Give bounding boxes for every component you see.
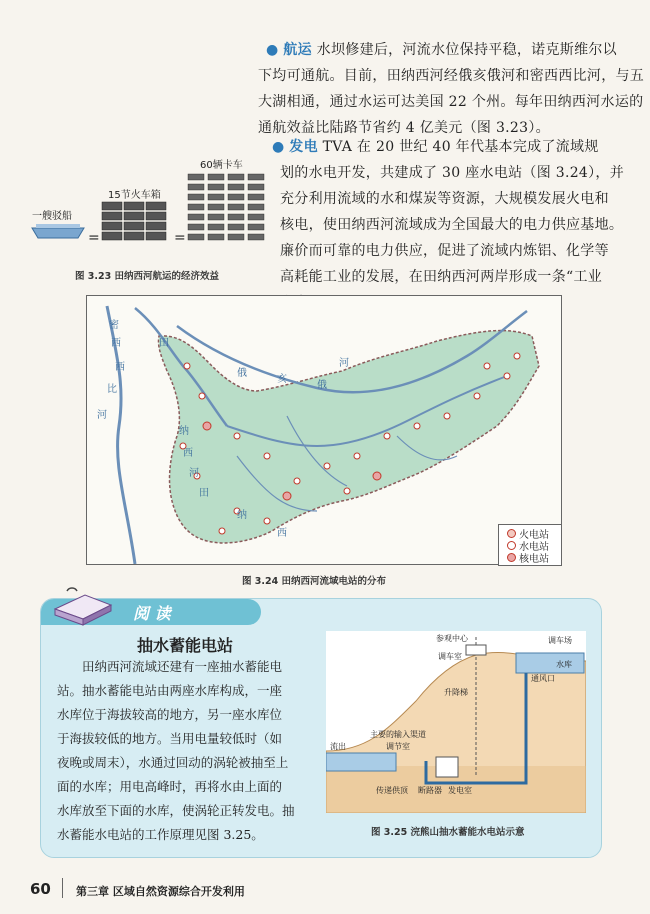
reading-line: 站。抽水蓄能电站由两座水库构成，一座 bbox=[57, 683, 283, 698]
train-label: 15节火车箱 bbox=[108, 190, 161, 201]
label-switchyard: 调车场 bbox=[548, 636, 572, 645]
bullet-icon: ● bbox=[266, 42, 279, 58]
reading-line: 于海拔较低的地方。当用电量较低时（如 bbox=[57, 731, 283, 746]
generator-hall bbox=[436, 757, 458, 777]
figure-3-24-map bbox=[86, 295, 562, 565]
power-line-3: 充分利用流域的水和煤炭等资源，大规模发展火电和 bbox=[280, 191, 609, 207]
legend-nuclear: 核电站 bbox=[519, 554, 549, 565]
river-label: 纳 bbox=[179, 426, 189, 437]
hydro-station-icon bbox=[507, 541, 516, 550]
river-label: 西 bbox=[111, 338, 121, 349]
book-icon bbox=[49, 585, 119, 629]
navigation-text: 水坝修建后，河流水位保持平稳，诺克斯维尔以 bbox=[316, 42, 617, 58]
reading-line: 水库放至下面的水库，使涡轮正转发电。抽 bbox=[57, 803, 295, 818]
navigation-line-2: 下均可通航。目前，田纳西河经俄亥俄河和密西西比河，与五 bbox=[258, 68, 645, 84]
river-label: 密 bbox=[109, 320, 119, 331]
equals-sign-1: = bbox=[88, 230, 100, 246]
label-vent: 通风口 bbox=[531, 674, 555, 683]
navigation-line-3: 大湖相通，通过水运可达美国 22 个州。每年田纳西河水运的 bbox=[258, 94, 644, 110]
legend-hydro: 水电站 bbox=[519, 542, 549, 553]
power-line-2: 划的水电开发，共建成了 30 座水电站（图 3.24），并 bbox=[280, 165, 625, 181]
navigation-line-4: 通航效益比陆路节省约 4 亿美元（图 3.23）。 bbox=[258, 120, 550, 136]
nuclear-station-icon bbox=[507, 553, 516, 562]
figure-3-24-caption: 图 3.24 田纳西河流域电站的分布 bbox=[242, 576, 387, 587]
river-label: 西 bbox=[277, 528, 287, 539]
visitor-building bbox=[466, 645, 486, 655]
label-dispatch-room: 调车室 bbox=[438, 652, 462, 661]
river-label: 河 bbox=[339, 358, 349, 369]
reading-line: 田纳西河流域还建有一座抽水蓄能电 bbox=[82, 659, 283, 674]
river-label: 田 bbox=[159, 338, 169, 349]
reading-line: 水蓄能水电站的工作原理见图 3.25。 bbox=[57, 827, 264, 842]
power-line-6: 高耗能工业的发展，在田纳西河两岸形成一条“工业 bbox=[280, 269, 603, 285]
label-breaker: 断路器 bbox=[418, 786, 442, 795]
trucks-icon bbox=[186, 172, 268, 252]
label-visitor-center: 参观中心 bbox=[436, 634, 468, 643]
label-main-channel: 主要的输入渠道 bbox=[370, 730, 426, 739]
river-label: 俄 bbox=[237, 368, 247, 379]
power-line-5: 廉价而可靠的电力供应，促进了流域内炼铝、化学等 bbox=[280, 243, 609, 259]
reading-line: 夜晚或周末），水通过回动的涡轮被抽至上 bbox=[57, 755, 289, 770]
footer-divider bbox=[62, 878, 63, 898]
trucks-label: 60辆卡车 bbox=[200, 160, 243, 171]
upper-reservoir bbox=[516, 653, 584, 673]
river-label: 俄 bbox=[317, 380, 327, 391]
river-label: 纳 bbox=[237, 510, 247, 521]
ship-label: 一艘驳船 bbox=[32, 211, 72, 222]
thermal-station-icon bbox=[507, 529, 516, 538]
train-cars-icon bbox=[100, 200, 170, 250]
figure-3-25 bbox=[326, 631, 586, 813]
label-cable: 传递供顶 bbox=[376, 786, 408, 795]
reading-title: 抽水蓄能电站 bbox=[137, 636, 234, 655]
page-number: 60 bbox=[30, 880, 51, 898]
reading-text bbox=[57, 655, 333, 847]
river-label: 西 bbox=[183, 448, 193, 459]
label-reservoir: 水库 bbox=[556, 660, 572, 669]
river-label: 比 bbox=[107, 384, 117, 395]
river-label: 河 bbox=[189, 468, 199, 479]
legend-thermal: 火电站 bbox=[519, 530, 549, 541]
barge-icon bbox=[28, 220, 88, 242]
river-label: 亥 bbox=[277, 374, 287, 385]
river-label: 田 bbox=[199, 488, 209, 499]
label-lift: 升降梯 bbox=[444, 688, 468, 697]
river-label: 西 bbox=[115, 362, 125, 373]
label-outflow: 流出 bbox=[330, 742, 346, 751]
reading-tag: 阅 读 bbox=[133, 604, 171, 623]
equals-sign-2: = bbox=[174, 230, 186, 246]
river-label: 河 bbox=[97, 410, 107, 421]
power-line-4: 核电，使田纳西河流域成为全国最大的电力供应基地。 bbox=[280, 217, 624, 233]
reading-box bbox=[40, 598, 602, 858]
power-line-1: TVA 在 20 世纪 40 年代基本完成了流域规 bbox=[322, 139, 599, 155]
figure-3-25-caption: 图 3.25 浣熊山抽水蓄能水电站示意 bbox=[371, 827, 525, 838]
reading-line: 面的水库；用电高峰时，再将水由上面的 bbox=[57, 779, 283, 794]
label-control-room: 调节室 bbox=[386, 742, 410, 751]
bullet-icon: ● bbox=[272, 139, 285, 155]
navigation-paragraph bbox=[266, 37, 617, 63]
chapter-title: 第三章 区域自然资源综合开发利用 bbox=[76, 885, 245, 898]
power-paragraph bbox=[272, 134, 599, 160]
navigation-heading: 航运 bbox=[283, 42, 312, 58]
lower-reservoir bbox=[326, 753, 396, 771]
power-heading: 发电 bbox=[289, 139, 318, 155]
reading-line: 水库位于海拔较高的地方，另一座水库位 bbox=[57, 707, 283, 722]
figure-3-23-caption: 图 3.23 田纳西河航运的经济效益 bbox=[75, 271, 220, 282]
map-legend bbox=[498, 524, 562, 566]
label-generator: 发电室 bbox=[448, 786, 472, 795]
